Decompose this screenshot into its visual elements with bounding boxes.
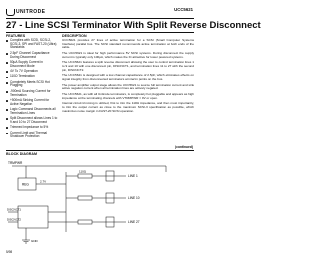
trmpwr-rail [12,166,166,178]
description-heading: DESCRIPTION [62,34,87,38]
discnct2-label: DISCNCT2 [7,217,21,222]
feature-item: -900mA Sourcing Current for Termination [6,90,58,97]
feature-item: Current Limit and Thermal Shutdown Protection [6,132,58,139]
feature-item: Logic Command Disconnects all Termination Lines [6,108,58,115]
regulator-label: REG [22,182,29,187]
section-rule [6,150,194,151]
trmpwr-label: TRMPWR [8,161,23,165]
continued-label: (continued) [175,145,193,149]
disconnect-logic [8,206,66,243]
discnct1-label: DISCNCT1 [7,207,21,212]
description-paragraph: The UCC5621 is ideal for high performance 5V SCSI systems. During disconnect the supply current is typically only 100µA, which makes the IC attractive for lower powered systems. [62,50,194,59]
features-heading: FEATURES [6,34,26,38]
brand-name: UNITRODE [16,9,46,15]
feature-item: 50µA Supply Current in Disconnect Mode [6,61,58,68]
resistor-label: 110Ω [79,169,87,174]
line-1-label: LINE 1 [128,174,138,178]
feature-item: 4V To 7V Operation [6,70,58,74]
description-body [62,39,194,115]
reference-label: 2.7V [40,179,47,184]
gnd-label: GND [31,239,38,243]
feature-item: 110Ω Termination [6,75,58,79]
line-27-label: LINE 27 [128,220,140,224]
page-title: 27 - Line SCSI Terminator With Split Reverse Disconnect [6,20,261,31]
top-rule [6,18,194,19]
description-paragraph: The UCC5621 is designed with a low channel capacitance of 2.5pF, which eliminates effects on signal integrity from disconnected terminators at interim points on the bus. [62,73,194,81]
description-paragraph: UCC5621 provides 27 lines of active termination for a SCSI (Small Computer Systems Interface) parallel bus. The SCSI standard recommends active termination at both ends of the cable. [62,38,194,50]
footer-code: 5/98 [6,250,13,254]
description-paragraph: The UCC5621 features a split reverse disconnect allowing the user to control termination lines 1 to 9 and 10 with one disconnect pin, DISCNCT1, and termination lines 11 to 27 with the second pin, DISCNCT2. [62,60,194,72]
feature-item: Split Disconnect allows Lines 1 to 9 and 10 to 27 Disconnect [6,117,58,124]
line-10-label: LINE 10 [128,196,140,200]
block-diagram [6,158,194,248]
unitrode-logo-icon [6,9,15,16]
part-number: UCC5621 [174,7,193,12]
block-diagram-heading: BLOCK DIAGRAM [6,152,37,156]
feature-item: 2.5pF Channel Capacitance During Disconnect [6,52,58,59]
terminator-bank [66,166,166,232]
title-rule [6,32,194,33]
features-list [6,39,58,141]
feature-item: Complies with SCSI, SCSI-2, SCSI-3, SPI and FAST-20 (Ultra) Standards [6,39,58,50]
feature-item: Completely Meets SCSI Hot Plugging [6,81,58,88]
feature-item: +500mA Sinking Current for Active Negation [6,99,58,106]
feature-item: Trimmed Impedance to 5% [6,126,58,130]
description-paragraph: The UCC5621, as with all Unitrode terminators, is completely hot pluggable and appears as high impedance at the terminating channels with VTRMPWR = 0V or open. [62,92,194,100]
description-paragraph: The power amplifier output stage allows the UCC5621 to source full termination current and sink active negation current when all termination lines are actively negated. [62,82,194,91]
description-paragraph: Internal circuit trimming is utilized, first to trim the 110Ω impedance, and then most importantly, to trim the output current as close to the maximum SCSI-3 specification as possible, which maximizes noise margin in FAST-20 SCSI operation. [62,101,194,113]
